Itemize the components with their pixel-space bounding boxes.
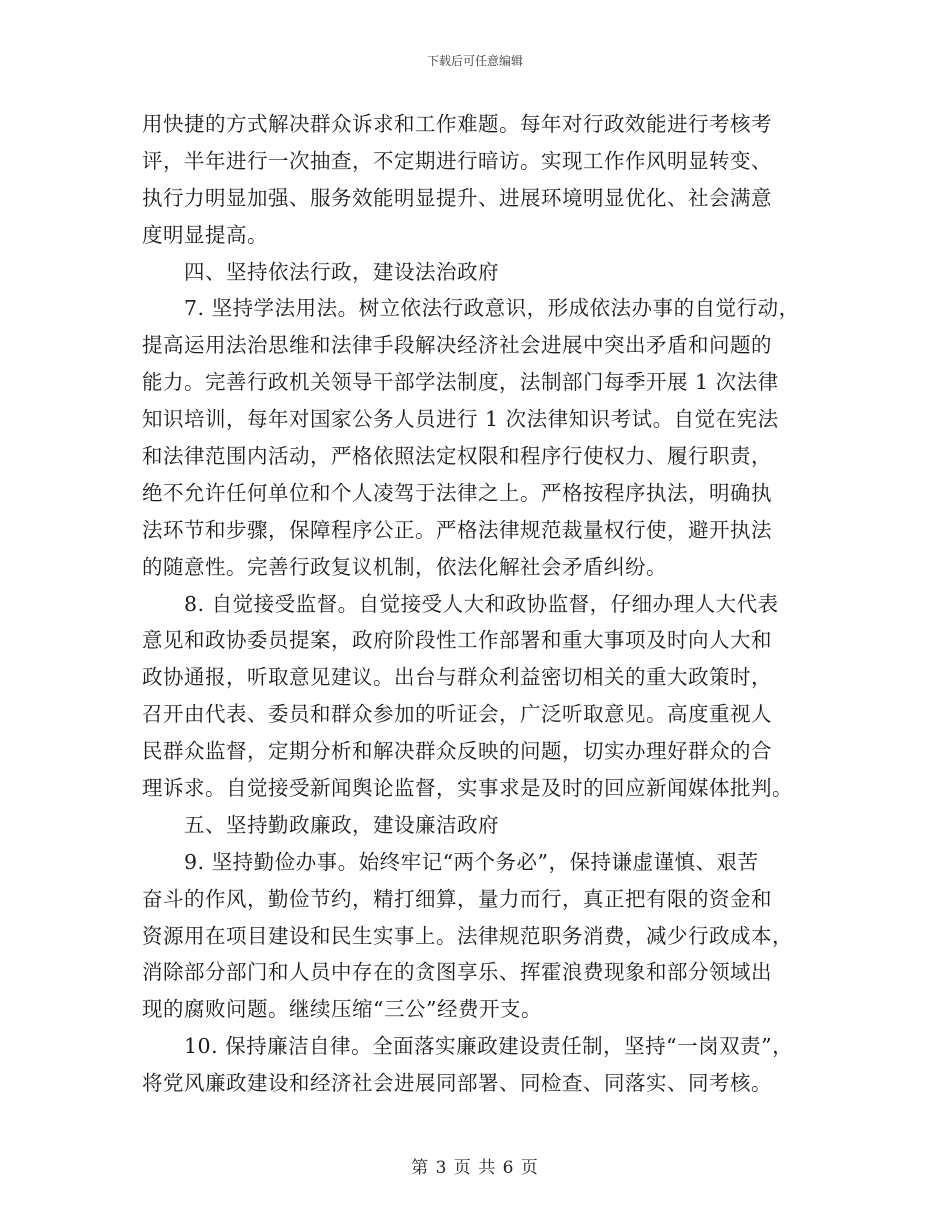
text-line: 的随意性。完善行政复议机制，依法化解社会矛盾纠纷。 — [142, 554, 667, 579]
text-line: 度明显提高。 — [142, 222, 268, 247]
text-line: 消除部分部门和人员中存在的贪图享乐、挥霍浪费现象和部分领域出 — [142, 960, 772, 985]
text-line: 用快捷的方式解决群众诉求和工作难题。每年对行政效能进行考核考 — [142, 112, 772, 136]
text-line: 现的腐败问题。继续压缩“三公”经费开支。 — [142, 997, 542, 1022]
text-line: 评，半年进行一次抽查，不定期进行暗访。实现工作作风明显转变、 — [142, 148, 772, 173]
text-line: 理诉求。自觉接受新闻舆论监督，实事求是及时的回应新闻媒体批判。 — [142, 776, 793, 801]
text-line: 民群众监督，定期分析和解决群众反映的问题，切实办理好群众的合 — [142, 739, 772, 764]
text-line: 四、坚持依法行政，建设法治政府 — [184, 259, 499, 284]
text-line: 五、坚持勤政廉政，建设廉洁政府 — [184, 812, 499, 837]
text-line: 8. 自觉接受监督。自觉接受人大和政协监督，仔细办理人大代表 — [184, 591, 779, 616]
text-line: 法环节和步骤，保障程序公正。严格法律规范裁量权行使，避开执法 — [142, 517, 772, 542]
text-line: 意见和政协委员提案，政府阶段性工作部署和重大事项及时向人大和 — [142, 628, 772, 653]
text-line: 能力。完善行政机关领导干部学法制度，法制部门每季开展 1 次法律 — [142, 370, 779, 395]
text-line: 执行力明显加强、服务效能明显提升、进展环境明显优化、社会满意 — [142, 185, 772, 210]
text-line: 知识培训，每年对国家公务人员进行 1 次法律知识考试。自觉在宪法 — [142, 407, 779, 432]
text-line: 10. 保持廉洁自律。全面落实廉政建设责任制，坚持“一岗双责”， — [184, 1034, 794, 1059]
document-body — [142, 106, 822, 1102]
text-line: 7. 坚持学法用法。树立依法行政意识，形成依法办事的自觉行动， — [184, 296, 800, 321]
text-line: 将党风廉政建设和经济社会进展同部署、同检查、同落实、同考核。 — [142, 1071, 772, 1096]
text-line: 和法律范围内活动，严格依照法定权限和程序行使权力、履行职责， — [142, 444, 772, 469]
text-line: 9. 坚持勤俭办事。始终牢记“两个务必”，保持谦虚谨慎、艰苦 — [184, 849, 759, 874]
text-line: 奋斗的作风，勤俭节约，精打细算，量力而行，真正把有限的资金和 — [142, 886, 772, 911]
text-line: 提高运用法治思维和法律手段解决经济社会进展中突出矛盾和问题的 — [142, 333, 772, 358]
page-header: 下载后可任意编辑 — [426, 54, 523, 68]
page-footer: 第 3 页 共 6 页 — [411, 1158, 539, 1178]
text-line: 绝不允许任何单位和个人凌驾于法律之上。严格按程序执法，明确执 — [142, 480, 772, 505]
text-line: 政协通报，听取意见建议。出台与群众利益密切相关的重大政策时， — [142, 665, 772, 690]
text-line: 召开由代表、委员和群众参加的听证会，广泛听取意见。高度重视人 — [142, 702, 772, 727]
text-line: 资源用在项目建设和民生实事上。法律规范职务消费，减少行政成本， — [142, 923, 793, 948]
